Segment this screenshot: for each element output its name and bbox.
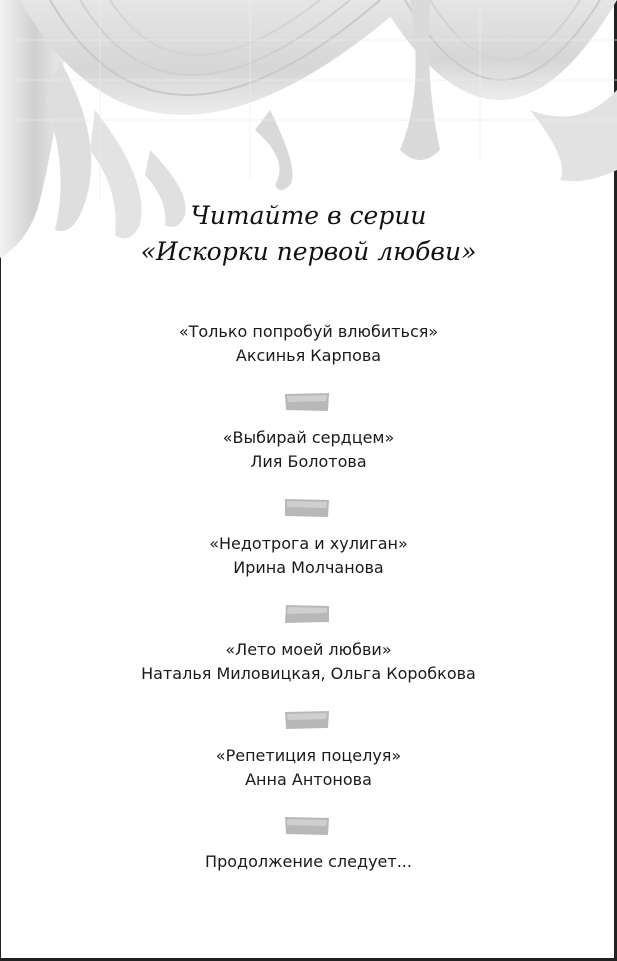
book-title: «Лето моей любви» [225,640,392,659]
book-entry [0,744,617,792]
series-heading [0,198,617,270]
continuation-text: Продолжение следует... [205,852,412,871]
book-title: «Выбирай сердцем» [222,428,395,447]
tape-divider-icon [284,710,330,730]
tape-divider-icon [284,498,330,518]
book-author: Лия Болотова [250,452,367,471]
book-title: «Недотрога и хулиган» [209,534,408,553]
book-entry [0,638,617,686]
book-entry [0,320,617,368]
book-author: Наталья Миловицкая, Ольга Коробкова [141,664,476,683]
book-entry [0,426,617,474]
tape-divider-icon [284,392,330,412]
tape-divider-icon [284,604,330,624]
series-heading-line1: Читайте в серии [190,201,427,230]
book-title: «Репетиция поцелуя» [215,746,402,765]
book-author: Аксинья Карпова [235,346,382,365]
tape-divider-icon [284,816,330,836]
book-author: Ирина Молчанова [233,558,384,577]
book-entry [0,532,617,580]
book-author: Анна Антонова [245,770,372,789]
book-title: «Только попробуй влюбиться» [178,322,439,341]
series-heading-line2: «Искорки первой любви» [140,237,477,266]
